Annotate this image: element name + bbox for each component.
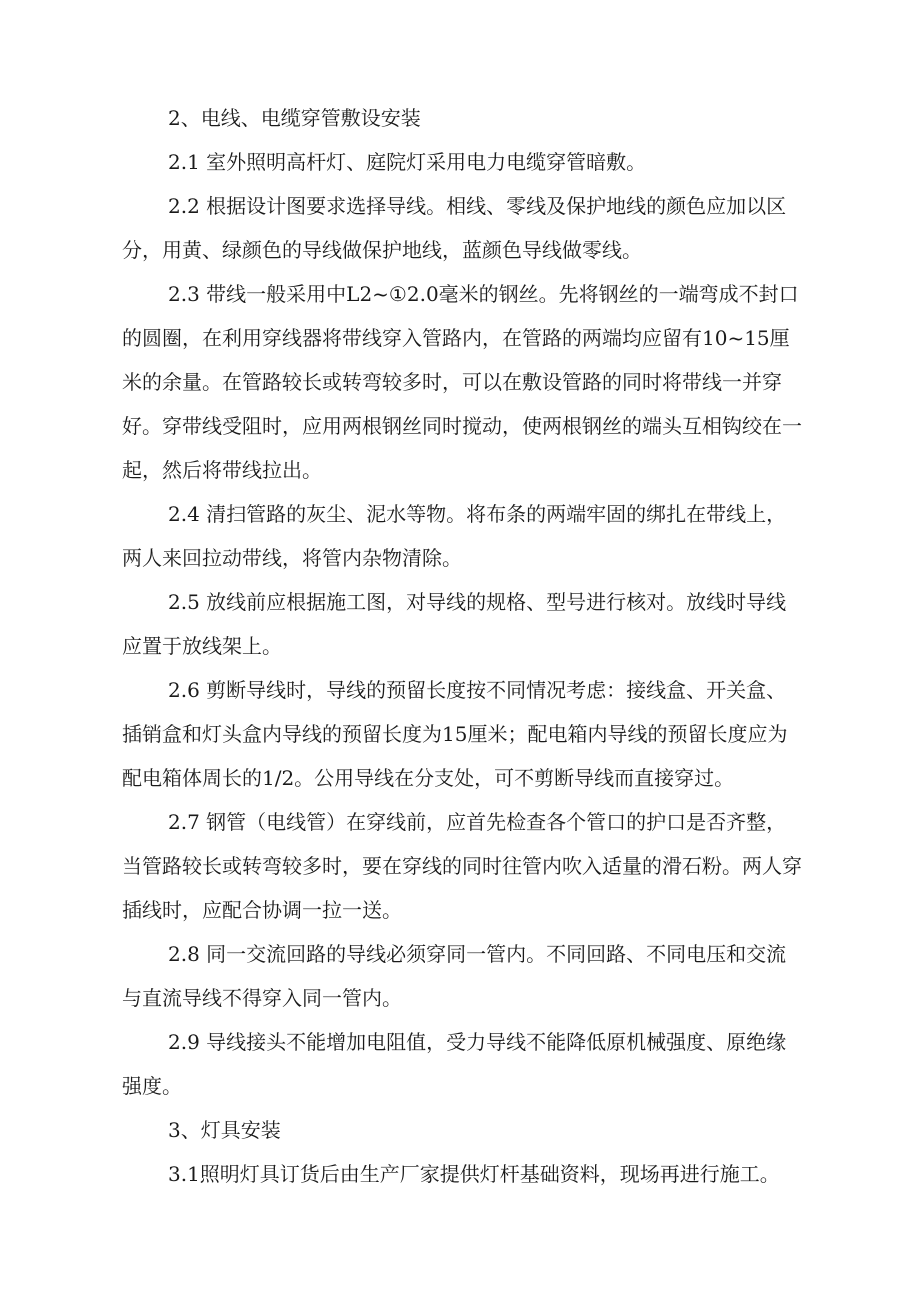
item-2-2: 2.2 根据设计图要求选择导线。相线、零线及保护地线的颜色应加以区分，用黄、绿颜色的导线做保护地线，蓝颜色导线做零线。 bbox=[122, 194, 787, 262]
document-body bbox=[122, 96, 802, 1196]
section-2-title: 2、电线、电缆穿管敷设安装 bbox=[168, 106, 421, 130]
item-3-1: 3.1照明灯具订货后由生产厂家提供灯杆基础资料，现场再进行施工。 bbox=[168, 1162, 780, 1186]
section-3-title: 3、灯具安装 bbox=[168, 1118, 281, 1142]
item-2-7: 2.7 钢管（电线管）在穿线前，应首先检查各个管口的护口是否齐整，当管路较长或转弯较多时，要在穿线的同时往管内吹入适量的滑石粉。两人穿插线时，应配合协调一拉一送。 bbox=[122, 810, 802, 922]
item-2-9: 2.9 导线接头不能增加电阻值，受力导线不能降低原机械强度、原绝缘强度。 bbox=[122, 1030, 787, 1098]
item-2-5: 2.5 放线前应根据施工图，对导线的规格、型号进行核对。放线时导线应置于放线架上。 bbox=[122, 590, 787, 658]
item-2-8: 2.8 同一交流回路的导线必须穿同一管内。不同回路、不同电压和交流与直流导线不得穿入同一管内。 bbox=[122, 942, 787, 1010]
item-2-4: 2.4 清扫管路的灰尘、泥水等物。将布条的两端牢固的绑扎在带线上，两人来回拉动带线，将管内杂物清除。 bbox=[122, 502, 787, 570]
item-2-3: 2.3 带线一般采用中L2~①2.0毫米的钢丝。先将钢丝的一端弯成不封口的圆圈，在利用穿线器将带线穿入管路内，在管路的两端均应留有10~15厘米的余量。在管路较长或转弯较多时，可以在敷设管路的同时将带线一并穿好。穿带线受阻时，应用两根钢丝同时搅动，使两根钢丝的端头互相钩绞在一起，然后将带线拉出。 bbox=[122, 282, 802, 482]
item-2-1: 2.1 室外照明高杆灯、庭院灯采用电力电缆穿管暗敷。 bbox=[168, 150, 647, 174]
item-2-6: 2.6 剪断导线时，导线的预留长度按不同情况考虑：接线盒、开关盒、插销盒和灯头盒内导线的预留长度为15厘米；配电箱内导线的预留长度应为配电箱体周长的1/2。公用导线在分支处，可不剪断导线而直接穿过。 bbox=[122, 678, 788, 790]
